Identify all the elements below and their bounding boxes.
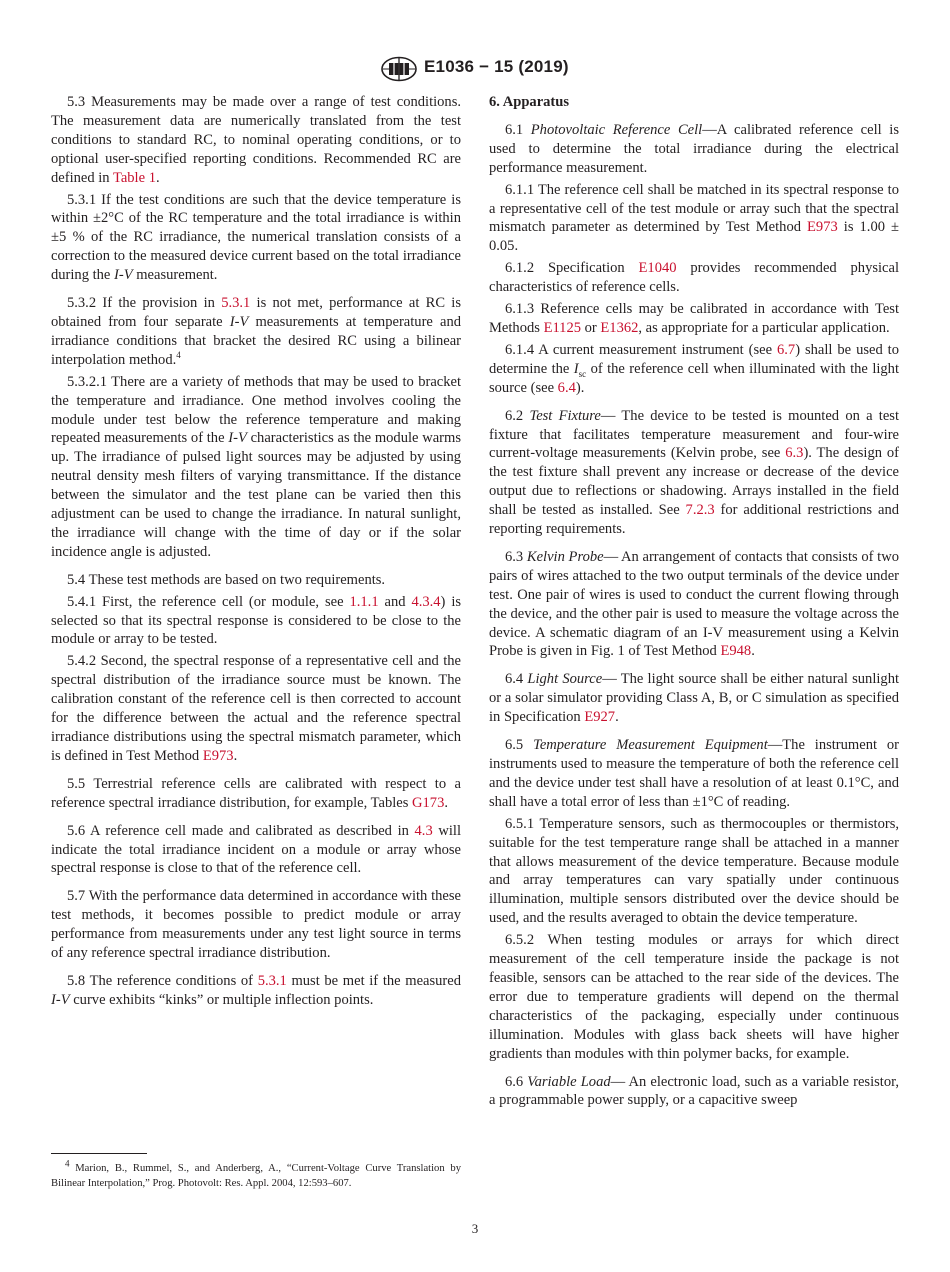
paragraph-5-4-2 [51,652,461,765]
paragraph-5-6 [51,822,461,879]
section-number: 5.4.2 [67,653,97,670]
paragraph-6-5 [489,736,899,812]
astm-logo-icon [380,56,418,82]
paragraph-6-3 [489,548,899,661]
paragraph-6-6 [489,1073,899,1111]
paragraph-5-3-2-1 [51,373,461,562]
footnote-divider [51,1153,147,1154]
paragraph-text: ) is selected so that its spectral response is considered to be close to the module or array to be tested. [51,593,462,648]
link-e1125[interactable]: E1125 [543,319,582,336]
paragraph-5-8 [51,972,461,1010]
paragraph-text: . [615,709,619,726]
italic-term: I-V [51,991,70,1008]
paragraph-text: First, the reference cell (or module, see [102,593,350,610]
link-4-3[interactable]: 4.3 [414,822,433,839]
paragraph-text: A reference cell made and calibrated as described in [90,822,415,839]
link-6-7[interactable]: 6.7 [777,341,796,358]
section-number: 6.3 [505,548,524,565]
right-column [489,93,899,1113]
paragraph-text: ). The design of the test fixture shall prevent any increase or decrease of the device output due to reflections or shadowing. Arrays installed in the field shall be tested as installed. See [489,445,900,519]
paragraph-text: The reference cell shall be matched in its spectral response to a representative cell of the test module or array such that the spectral mismatch parameter as determined by Test Method [489,181,899,236]
paragraph-text: or [581,319,601,336]
footnote-ref[interactable]: 4 [176,349,181,360]
paragraph-6-1 [489,121,899,178]
paragraph-text: Measurements may be made over a range of test conditions. The measurement data are numerically translated from the test conditions to standard RC, to nominal operating conditions, or to optional user-specified reporting conditions. Recommended RC are defined in [51,94,461,186]
section-number: 5.4 [67,571,86,588]
paragraph-text: . [155,169,160,186]
paragraph-text: must be met if the measured [286,972,461,989]
paragraph-text: is 1.00 ± 0.05. [489,219,900,255]
paragraph-text: These test methods are based on two requirements. [88,571,386,588]
document-id: E1036 − 15 (2019) [424,57,569,76]
section-number: 5.3.2.1 [67,373,108,390]
section-number: 5.8 [67,972,86,989]
italic-title: Variable Load [527,1073,611,1090]
section-number: 5.7 [67,888,86,905]
paragraph-text: . [751,643,755,660]
paragraph-text: If the provision in [102,295,222,312]
section-number: 6.1.4 [505,341,535,358]
section-number: 6.6 [505,1073,524,1090]
link-5-3-1[interactable]: 5.3.1 [221,295,251,312]
italic-term: I-V [229,313,249,330]
paragraph-6-1-1 [489,181,899,257]
paragraph-text: of the reference cell when illuminated with the light source (see [489,360,899,396]
paragraph-text: ) shall be used to determine the [489,341,899,377]
link-1-1-1[interactable]: 1.1.1 [349,593,379,610]
section-number: 6.4 [505,671,524,688]
section-number: 5.5 [67,775,86,792]
section-number: 6.1 [505,121,524,138]
section-number: 6.1.2 [505,260,535,277]
section-number: 6.5.2 [505,932,535,949]
paragraph-text: for additional restrictions and reporting requirements. [489,502,899,538]
italic-title: Temperature Measurement Equipment [533,737,768,754]
paragraph-text: A current measurement instrument (see [538,341,778,358]
section-number: 5.3 [67,94,86,110]
link-g173[interactable]: G173 [412,794,445,811]
paragraph-text: With the performance data determined in accordance with these test methods, it becomes possible to predict module or array performance from measurements under any test light source in terms of any reference spectral irradiance distribution. [51,888,462,962]
link-e927[interactable]: E927 [584,709,616,726]
link-6-4[interactable]: 6.4 [557,379,576,396]
section-number: 5.3.1 [67,191,97,208]
link-4-3-4[interactable]: 4.3.4 [411,593,441,610]
paragraph-text: is not met, performance at RC is obtained from four separate [51,295,462,330]
section-number: 5.6 [67,822,86,839]
paragraph-5-5 [51,775,461,813]
link-e973[interactable]: E973 [807,219,838,236]
subscript: sc [578,368,587,379]
italic-title: Light Source [527,671,603,688]
paragraph-5-3-1 [51,191,461,286]
paragraph-text: , as appropriate for a particular application. [638,319,890,336]
italic-title: Photovoltaic Reference Cell [530,121,703,138]
paragraph-text: — An electronic load, such as a variable resistor, a programmable power supply, or a capacitive sweep [489,1073,900,1109]
paragraph-6-1-3 [489,300,899,338]
section-heading-apparatus: 6. Apparatus [489,94,570,110]
paragraph-text: provides recommended physical characteristics of reference cells. [489,260,899,296]
paragraph-text: characteristics as the module warms up. The irradiance of pulsed light sources may be adjusted by using neutral density mesh filters of varying transmittance. If the distance between the simulator and the test plane can be varied then this adjustment can be used to change the irradiance. In natural sunlight, the irradiance will change with the time of day or if the solar incidence angle is adjusted. [51,430,461,560]
paragraph-5-4-1 [51,593,461,650]
footnote-text: Marion, B., Rummel, S., and Anderberg, A., “Current-Voltage Curve Translation by Bilinear Interpolation,” Prog. Photovolt: Res. Appl. 2004, 12:593–607. [51,1163,461,1189]
paragraph-6-5-1 [489,815,899,928]
paragraph-6-4 [489,670,899,727]
paragraph-text: The reference conditions of [89,972,258,989]
paragraph-text: When testing modules or arrays for which direct measurement of the cell temperature inside the package is not feasible, sensors can be attached to the rear side of the devices. The error due to temperature gradients will depend on the thermal characteristics of the packaging, especially under continuous illumination. Modules with glass back sheets will have higher gradients than modules with thin polymer backs, for example. [489,932,899,1062]
paragraph-text: Second, the spectral response of a representative cell and the spectral distribution of the irradiance source must be known. The calibration constant of the reference cell is then corrected to account for the difference between the actual and the reference spectral irradiance distributions using the spectral mismatch parameter, which is defined in Test Method [51,653,461,764]
paragraph-text: and [378,593,412,610]
paragraph-6-5-2 [489,931,899,1063]
link-e948[interactable]: E948 [720,643,752,660]
paragraph-5-3-2 [51,294,461,370]
link-e973[interactable]: E973 [202,747,234,764]
paragraph-text: ). [575,379,585,396]
paragraph-text: —A calibrated reference cell is used to determine the total irradiance during the electrical performance measurement. [489,121,899,176]
paragraph-text: — An arrangement of contacts that consists of two pairs of wires attached to the two output terminals of the device under test. One pair of wires is used to conduct the current flowing through the device, and the other pair is used to measure the voltage across the device. A schematic diagram of an I-V measurement using a Kelvin Probe is given in Fig. 1 of Test Method [489,548,899,660]
paragraph-text: — The device to be tested is mounted on a test fixture that facilitates temperature measurement and four-wire current-voltage measurements (Kelvin probe, see [489,407,900,462]
section-number: 6.5.1 [505,815,535,832]
section-number: 6.5 [505,737,524,754]
footnote [51,1158,461,1191]
link-5-3-1[interactable]: 5.3.1 [257,972,287,989]
paragraph-5-4 [51,571,461,590]
italic-title: Kelvin Probe [526,548,604,565]
paragraph-text: If the test conditions are such that the device temperature is within ±2°C of the RC temperature and the total irradiance is within ±5 % of the RC irradiance, the numerical translation consists of a correction to the measured device current based on the total irradiance during the [51,191,461,284]
paragraph-text: . [444,794,448,811]
paragraph-text: Reference cells may be calibrated in accordance with Test Methods [489,301,900,336]
paragraph-5-3 [51,93,461,188]
paragraph-text: There are a variety of methods that may be used to bracket the temperature and irradiance. One method involves cooling the module under test below the reference temperature and making repeated measurements of the [51,373,461,447]
italic-term: I-V [228,430,247,447]
section-number: 5.3.2 [67,295,97,312]
paragraph-6-2 [489,407,899,539]
paragraph-6-1-4 [489,341,899,398]
link-7-2-3[interactable]: 7.2.3 [685,502,715,519]
paragraph-text: Temperature sensors, such as thermocouples or thermistors, suitable for the test temperature range shall be attached in a manner that allows measurement of the device temperature. Because module and array temperatures can vary spatially under continuous illumination, multiple sensors distributed over the device should be used, and the results averaged to obtain the device temperature. [489,815,899,927]
left-column [51,93,461,1013]
paragraph-text: — The light source shall be either natural sunlight or a solar simulator providing Class A, B, or C simulation as specified in Specification [489,671,900,726]
section-number: 6.1.3 [505,301,535,318]
footnote-marker: 4 [65,1158,70,1169]
link-table-1[interactable]: Table 1 [112,169,156,186]
paragraph-text: . [233,747,238,764]
section-number: 6.1.1 [505,181,535,198]
paragraph-5-7 [51,887,461,963]
paragraph-text: measurement. [132,267,218,284]
section-number: 6.2 [505,407,524,424]
italic-term: I-V [114,267,133,284]
paragraph-text: Specification [547,260,639,277]
link-e1362[interactable]: E1362 [600,319,639,336]
link-6-3[interactable]: 6.3 [785,445,804,462]
page-header [0,56,950,86]
section-number: 5.4.1 [67,593,97,610]
paragraph-6-1-2 [489,259,899,297]
paragraph-text: curve exhibits “kinks” or multiple inflection points. [69,991,374,1008]
paragraph-text: measurements at temperature and irradiance conditions that bracket the desired RC using a bilinear interpolation method. [51,313,461,368]
link-e1040[interactable]: E1040 [638,260,677,277]
italic-title: Test Fixture [529,407,601,424]
page-number: 3 [471,1221,479,1236]
italic-term: I [573,360,579,377]
paragraph-text: —The instrument or instruments used to measure the temperature of both the reference cell and the device under test shall have a resolution of at least 0.1°C, and shall have a total error of less than ±1°C of reading. [489,737,899,810]
paragraph-text: will indicate the total irradiance incident on a module or array whose spectral response is close to that of the reference cell. [51,822,461,877]
paragraph-text: Terrestrial reference cells are calibrated with respect to a reference spectral irradiance distribution, for example, Tables [51,775,462,811]
